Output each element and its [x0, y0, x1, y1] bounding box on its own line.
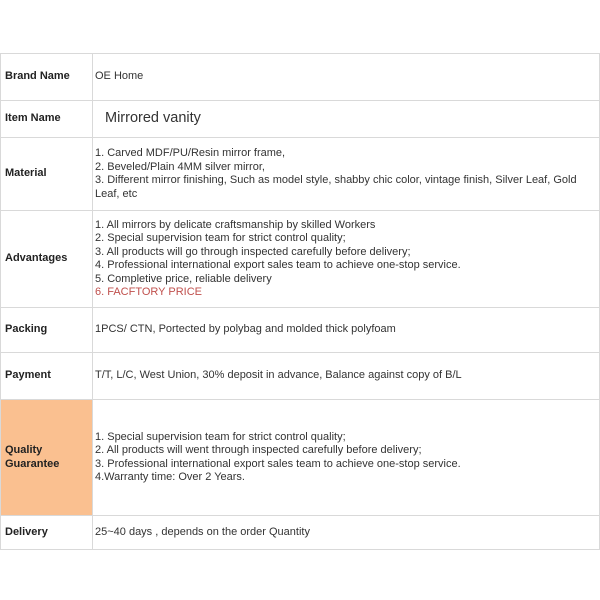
material-label: Material: [1, 138, 93, 211]
item-name-label: Item Name: [1, 101, 93, 138]
table-row-packing: [1, 308, 600, 353]
table-row-quality: [1, 400, 600, 516]
advantages-label: Advantages: [1, 211, 93, 308]
delivery-value: 25~40 days , depends on the order Quantity: [93, 516, 600, 550]
material-line: 1. Carved MDF/PU/Resin mirror frame,: [95, 147, 286, 159]
quality-guarantee-label: [1, 400, 93, 516]
packing-label: Packing: [1, 308, 93, 353]
table-row-delivery: [1, 516, 600, 550]
quality-label-line2: Guarantee: [5, 457, 60, 470]
item-name-cell: [93, 101, 600, 138]
quality-line: 3. Professional international export sales team to achieve one-stop service.: [95, 457, 461, 470]
item-name-value: Mirrored vanity: [105, 109, 201, 126]
table-row-item: [1, 101, 600, 138]
quality-line: 4.Warranty time: Over 2 Years.: [95, 471, 245, 483]
table-row-advantages: [1, 211, 600, 308]
quality-guarantee-value: [93, 400, 600, 516]
advantages-line: 1. All mirrors by delicate craftsmanship by skilled Workers: [95, 218, 376, 231]
material-line: 2. Beveled/Plain 4MM silver mirror,: [95, 160, 265, 173]
advantages-value: [93, 211, 600, 308]
quality-line: 1. Special supervision team for strict control quality;: [95, 430, 346, 443]
material-line: 3. Different mirror finishing, Such as model style, shabby chic color, vintage finish, Silver Leaf, Gold Leaf, etc: [95, 174, 577, 200]
table-row-payment: [1, 353, 600, 400]
quality-label-line1: Quality: [5, 444, 43, 456]
brand-name-value: OE Home: [93, 54, 600, 101]
advantages-line: 3. All products will go through inspected carefully before delivery;: [95, 245, 411, 258]
material-value: [93, 138, 600, 211]
payment-label: Payment: [1, 353, 93, 400]
packing-value: 1PCS/ CTN, Portected by polybag and molded thick polyfoam: [93, 308, 600, 353]
delivery-label: Delivery: [1, 516, 93, 550]
advantages-line: 2. Special supervision team for strict control quality;: [95, 232, 346, 244]
advantages-line: 4. Professional international export sales team to achieve one-stop service.: [95, 259, 461, 271]
payment-value: T/T, L/C, West Union, 30% deposit in advance, Balance against copy of B/L: [93, 353, 600, 400]
table-row-brand: [1, 54, 600, 101]
quality-line: 2. All products will went through inspected carefully before delivery;: [95, 444, 422, 456]
brand-name-label: Brand Name: [1, 54, 93, 101]
product-spec-table: [0, 53, 600, 550]
advantages-line: 5. Completive price, reliable delivery: [95, 272, 272, 285]
table-row-material: [1, 138, 600, 211]
factory-price-line: 6. FACFTORY PRICE: [95, 286, 202, 298]
